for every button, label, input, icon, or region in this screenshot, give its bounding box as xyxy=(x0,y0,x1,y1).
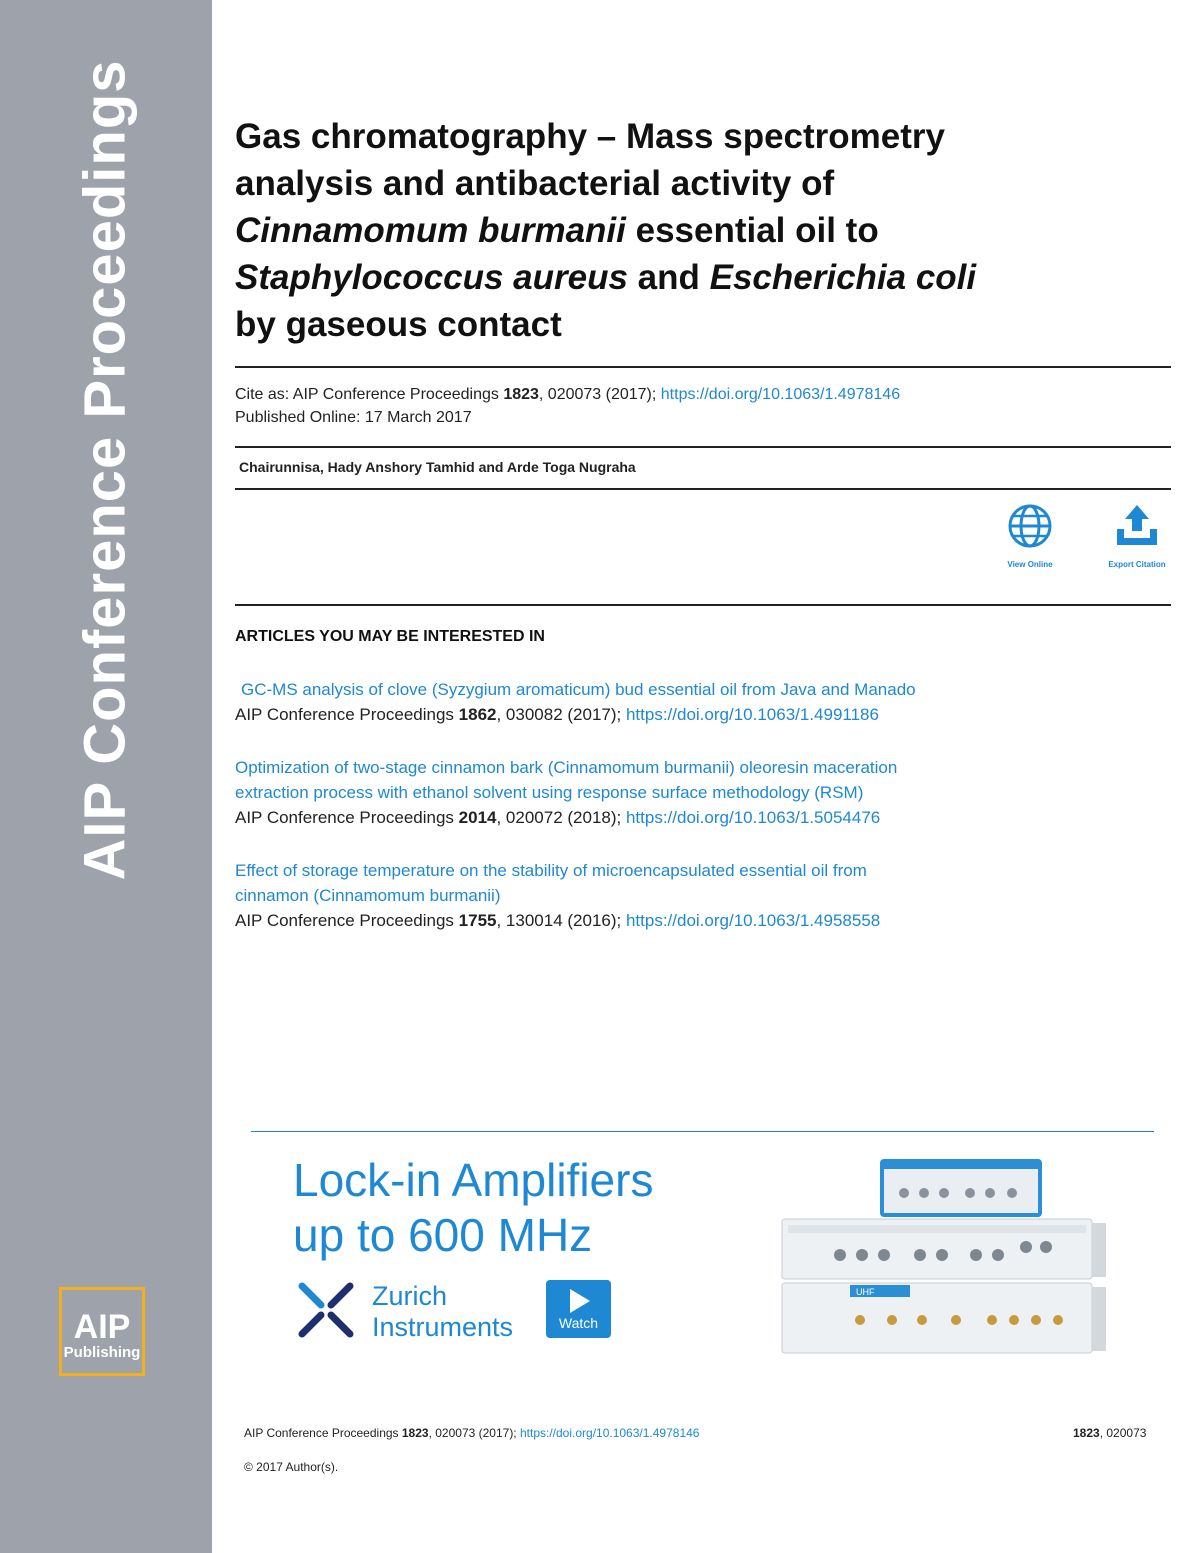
zurich-instruments-logo-icon xyxy=(296,1280,356,1340)
title-species-cinnamomum: Cinnamomum burmanii xyxy=(235,211,626,250)
divider-top xyxy=(235,366,1171,368)
related-article-title[interactable]: Effect of storage temperature on the stability of microencapsulated essential oil from xyxy=(235,861,867,880)
copyright-notice: © 2017 Author(s). xyxy=(244,1460,339,1474)
related-article-1 xyxy=(235,677,1165,727)
source-volume: 2014 xyxy=(458,808,497,827)
cite-rest: , 020073 (2017); xyxy=(538,386,661,403)
footer-article-id xyxy=(1073,1426,1146,1440)
export-icon xyxy=(1112,503,1162,549)
footer-rest: , 020073 (2017); xyxy=(428,1426,520,1440)
title-species-escherichia: Escherichia coli xyxy=(709,258,977,297)
source-rest: , 030082 (2017); xyxy=(496,705,626,724)
aip-publishing-logo[interactable] xyxy=(59,1287,145,1376)
cite-doi-link[interactable]: https://doi.org/10.1063/1.4978146 xyxy=(660,386,901,403)
play-icon xyxy=(570,1289,590,1313)
source-rest: , 130014 (2016); xyxy=(496,911,626,930)
journal-sidebar xyxy=(0,0,212,1553)
related-article-title[interactable]: GC-MS analysis of clove (Syzygium aromaticum) bud essential oil from Java and Manado xyxy=(241,680,916,699)
device-model-label: UHF xyxy=(856,1287,875,1297)
globe-icon xyxy=(1007,503,1053,549)
ad-headline-line-1: Lock-in Amplifiers xyxy=(293,1154,654,1206)
footer-right-rest: , 020073 xyxy=(1099,1426,1147,1440)
published-date: Published Online: 17 March 2017 xyxy=(235,409,472,426)
related-doi-link[interactable]: https://doi.org/10.1063/1.4991186 xyxy=(625,705,879,724)
related-article-2 xyxy=(235,755,1165,830)
export-citation-label: Export Citation xyxy=(1108,560,1166,569)
footer-doi-link[interactable]: https://doi.org/10.1063/1.4978146 xyxy=(519,1426,700,1440)
source-prefix: AIP Conference Proceedings xyxy=(235,911,459,930)
watch-label: Watch xyxy=(558,1315,599,1331)
title-line-1: Gas chromatography – Mass spectrometry xyxy=(235,117,945,156)
ad-headline[interactable] xyxy=(293,1153,653,1263)
source-prefix: AIP Conference Proceedings xyxy=(235,808,459,827)
footer-citation xyxy=(244,1426,699,1440)
title-line-5: by gaseous contact xyxy=(235,305,562,344)
title-line-4 xyxy=(235,254,1165,301)
footer-volume: 1823 xyxy=(401,1426,429,1440)
title-species-staphylococcus: Staphylococcus aureus xyxy=(235,258,628,297)
divider-actions xyxy=(235,604,1171,606)
related-doi-link[interactable]: https://doi.org/10.1063/1.4958558 xyxy=(625,911,881,930)
related-article-title-cont[interactable]: extraction process with ethanol solvent using response surface methodology (RSM) xyxy=(235,783,864,802)
cite-prefix: Cite as: AIP Conference Proceedings xyxy=(235,386,504,403)
logo-publishing-text: Publishing xyxy=(63,1344,141,1361)
ad-divider xyxy=(251,1131,1154,1132)
title-line-3-rest: essential oil to xyxy=(625,211,879,250)
ad-headline-line-2: up to 600 MHz xyxy=(293,1209,593,1261)
related-article-title-cont[interactable]: cinnamon (Cinnamomum burmanii) xyxy=(235,886,501,905)
cite-line xyxy=(235,383,900,406)
title-line-3 xyxy=(235,207,1165,254)
divider-cite xyxy=(235,446,1171,448)
cite-volume: 1823 xyxy=(503,386,539,403)
related-article-source xyxy=(235,702,1165,727)
source-volume: 1862 xyxy=(458,705,497,724)
author-list: Chairunnisa, Hady Anshory Tamhid and Arde Toga Nugraha xyxy=(239,459,636,475)
related-article-source xyxy=(235,805,1165,830)
view-online-label: View Online xyxy=(1007,560,1053,569)
related-doi-link[interactable]: https://doi.org/10.1063/1.5054476 xyxy=(625,808,881,827)
related-article-3 xyxy=(235,858,1165,933)
source-volume: 1755 xyxy=(458,911,497,930)
view-online-button[interactable] xyxy=(990,503,1070,569)
footer-prefix: AIP Conference Proceedings xyxy=(244,1426,402,1440)
divider-authors xyxy=(235,488,1171,490)
lock-in-amplifier-instruments-image[interactable] xyxy=(780,1155,1110,1370)
paper-title xyxy=(235,113,1165,348)
title-line-2: analysis and antibacterial activity of xyxy=(235,164,835,203)
export-citation-button[interactable] xyxy=(1097,503,1177,569)
brand-line-1: Zurich xyxy=(372,1281,448,1311)
watch-video-button[interactable] xyxy=(546,1280,611,1338)
logo-aip-text: AIP xyxy=(73,1308,131,1346)
brand-line-2: Instruments xyxy=(372,1312,514,1342)
source-prefix: AIP Conference Proceedings xyxy=(235,705,459,724)
related-articles-heading: ARTICLES YOU MAY BE INTERESTED IN xyxy=(235,628,545,645)
source-rest: , 020072 (2018); xyxy=(496,808,626,827)
journal-name-vertical: AIP Conference Proceedings xyxy=(72,59,138,881)
footer-right-volume: 1823 xyxy=(1073,1426,1100,1440)
zurich-instruments-brand xyxy=(372,1281,513,1343)
related-article-source xyxy=(235,908,1165,933)
title-and: and xyxy=(627,258,710,297)
related-article-title[interactable]: Optimization of two-stage cinnamon bark (Cinnamomum burmanii) oleoresin maceration xyxy=(235,758,898,777)
citation-block xyxy=(235,383,900,429)
